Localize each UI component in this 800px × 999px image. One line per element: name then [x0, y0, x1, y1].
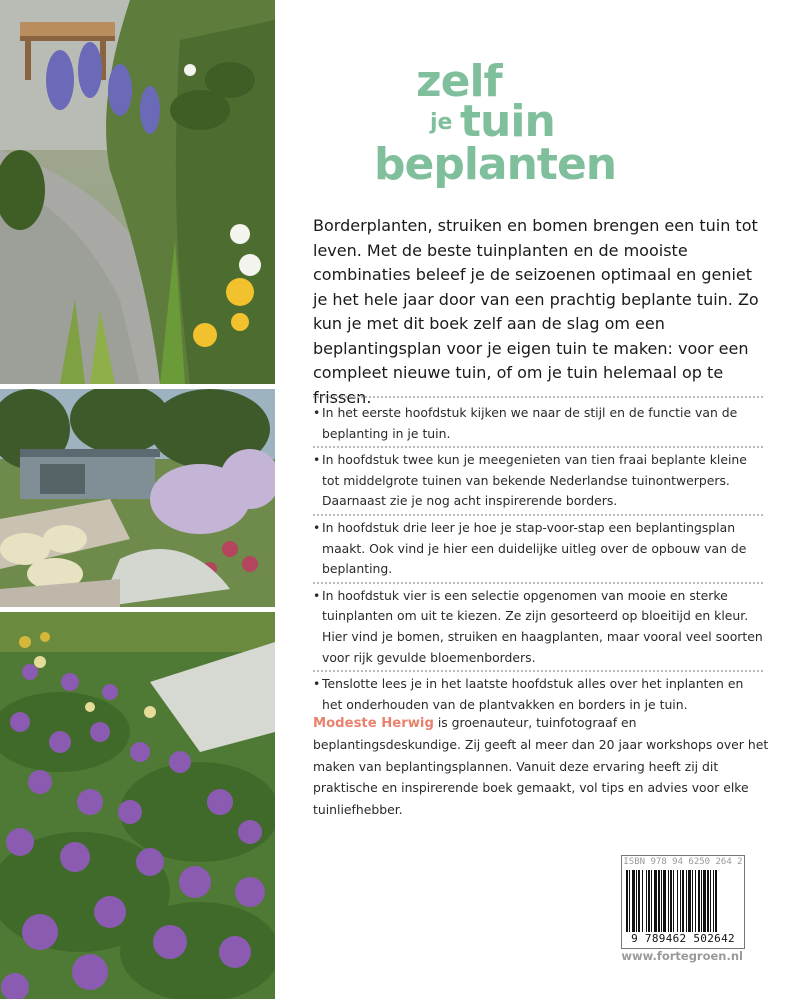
- title-word-beplanten: beplanten: [374, 139, 617, 190]
- title-word-zelf: zelf: [416, 56, 502, 107]
- barcode-bar: [629, 870, 630, 932]
- barcode-bar: [713, 870, 714, 932]
- barcode-bar: [654, 870, 657, 932]
- barcode-bar: [710, 870, 711, 932]
- barcode-bar: [668, 870, 669, 932]
- intro-paragraph: Borderplanten, struiken en bomen brengen een tuin tot leven. Met de beste tuinplanten en de mooiste combinaties beleef je de seizoenen optimaal en geniet je het hele jaar door van een prachtig beplante tuin. Zo kun je met dit boek zelf aan de slag om een beplantingsplan voor je eigen tuin te maken: voor een compleet nieuwe tuin, of om je tuin helemaal op te frissen.: [313, 216, 759, 407]
- barcode-bar: [688, 870, 691, 932]
- chapter-list: [313, 403, 763, 719]
- title-word-tuin: tuin: [460, 96, 555, 147]
- chapter-item: • In het eerste hoofdstuk kijken we naar de stijl en de functie van de beplanting in je tuin.: [313, 403, 763, 448]
- barcode-bar: [698, 870, 700, 932]
- book-title: [0, 0, 800, 200]
- barcode-bar: [670, 870, 672, 932]
- barcode-bar: [642, 870, 643, 932]
- author-bio: [313, 712, 773, 820]
- barcode-bar: [695, 870, 696, 932]
- barcode-bars: [626, 870, 740, 932]
- barcode-bar: [636, 870, 637, 932]
- barcode-bar: [707, 870, 709, 932]
- chapter-item: • Tenslotte lees je in het laatste hoofdstuk alles over het inplanten en het onderhouden van de plantvakken en borders in je tuin.: [313, 674, 763, 717]
- barcode-bar: [632, 870, 635, 932]
- author-description: is groenauteur, tuinfotograaf en beplantingsdeskundige. Zij geeft al meer dan 20 jaar workshops over het maken van beplantingsplannen. Vanuit deze ervaring heeft zij dit praktische en inspirerende boek gemaakt, vol tips en advies voor elke tuinliefhebber.: [313, 715, 769, 817]
- barcode-bar: [680, 870, 681, 932]
- barcode-bar: [651, 870, 652, 932]
- barcode-bar: [661, 870, 662, 932]
- barcode-bar: [703, 870, 706, 932]
- barcode-bar: [682, 870, 684, 932]
- ean-digits: 9 789462 502642: [631, 932, 735, 945]
- title-word-je: je: [430, 110, 453, 135]
- barcode-bar: [692, 870, 693, 932]
- barcode-bar: [648, 870, 650, 932]
- barcode-bar: [663, 870, 666, 932]
- barcode-bar: [626, 870, 628, 932]
- barcode-bar: [677, 870, 678, 932]
- garden-photo-alliums: [0, 612, 275, 999]
- isbn-label: ISBN 978 94 6250 264 2: [623, 857, 743, 867]
- barcode-bar: [646, 870, 647, 932]
- barcode-bar: [658, 870, 660, 932]
- author-name: Modeste Herwig: [313, 716, 434, 731]
- publisher-website: www.fortegroen.nl: [621, 949, 743, 963]
- barcode-bar: [638, 870, 640, 932]
- barcode-bar: [686, 870, 687, 932]
- chapter-item: • In hoofdstuk vier is een selectie opgenomen van mooie en sterke tuinplanten om uit te kiezen. Ze zijn gesorteerd op bloeitijd en kleur. Hier vind je bomen, struiken en haagplanten, maar vooral veel soorten voor rijk gevulde bloemenborders.: [313, 586, 763, 672]
- barcode: [621, 855, 745, 949]
- section-divider: [313, 396, 763, 398]
- chapter-item: • In hoofdstuk drie leer je hoe je stap-voor-stap een beplantingsplan maakt. Ook vind je hier een duidelijke uitleg over de opbouw van de beplanting.: [313, 518, 763, 584]
- chapter-item: • In hoofdstuk twee kun je meegenieten van tien fraai beplante kleine tot middelgrote tuinen van bekende Nederlandse tuinontwerpers. Daarnaast zie je nog acht inspirerende borders.: [313, 450, 763, 516]
- barcode-bar: [701, 870, 702, 932]
- barcode-bar: [715, 870, 717, 932]
- garden-photo-shed: [0, 389, 275, 607]
- barcode-bar: [673, 870, 674, 932]
